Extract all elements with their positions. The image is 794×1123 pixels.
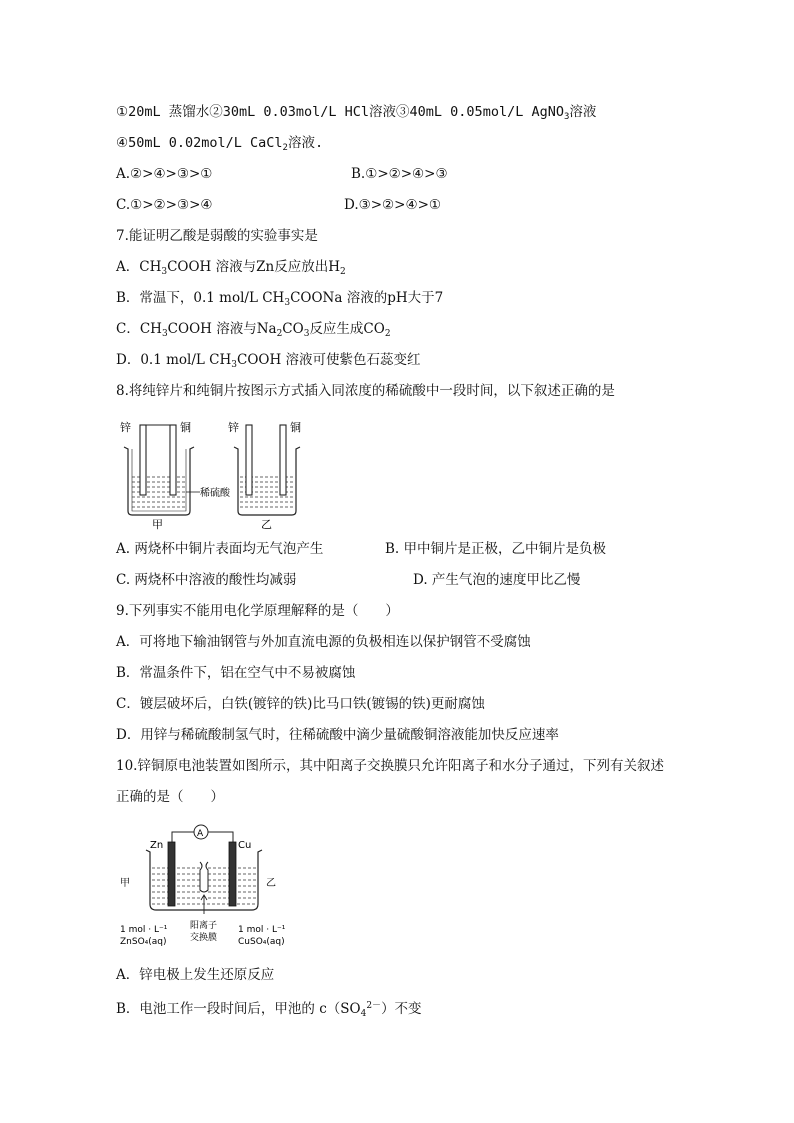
label-zn: Zn (150, 840, 164, 851)
q9-option-a: A．可将地下输油钢管与外加直流电源的负极相连以保护钢管不受腐蚀 (116, 634, 531, 650)
cu-electrode (229, 842, 236, 906)
q9-option-b: B．常温条件下，铝在空气中不易被腐蚀 (116, 665, 356, 681)
label-zn-2: 锌 (228, 421, 239, 434)
q8-beakers-figure (116, 415, 316, 531)
q8-option-d: D. 产生气泡的速度甲比乙慢 (413, 572, 581, 588)
q8-option-a: A. 两烧杯中铜片表面均无气泡产生 (116, 541, 324, 557)
q7-option-a: A．$CH_3COOH$ 溶液与Zn反应放出$H_2$ (116, 259, 346, 277)
label-left-conc: 1 mol · L⁻¹ (120, 925, 168, 935)
q10-galvanic-cell-figure (116, 820, 296, 952)
label-jia-2: 甲 (120, 878, 130, 889)
label-cu: Cu (238, 840, 252, 851)
q7-option-d: D．0.1 mol/L $CH_3COOH$ 溶液可使紫色石蕊变红 (116, 352, 421, 370)
label-left-solution: ZnSO₄(aq) (120, 937, 167, 947)
electrodes-yi (246, 425, 286, 495)
q10-stem-line1: 10.锌铜原电池装置如图所示，其中阳离子交换膜只允许阳离子和水分子通过，下列有关叙述 (116, 758, 664, 774)
q7-stem: 7.能证明乙酸是弱酸的实验事实是 (116, 228, 318, 244)
q6-option-c: C.①>②>③>④ (116, 197, 213, 213)
label-membrane-1: 阳离子 (190, 921, 218, 931)
q8-option-c: C. 两烧杯中溶液的酸性均减弱 (116, 572, 297, 588)
beaker-jia (124, 447, 194, 515)
label-right-solution: CuSO₄(aq) (238, 937, 285, 947)
label-acid: 稀硫酸 (200, 488, 230, 499)
q10-stem-line2: 正确的是（ ） (116, 789, 224, 805)
label-cu-2: 铜 (290, 421, 301, 434)
cation-exchange-membrane (200, 862, 208, 892)
membrane-pointer (201, 895, 207, 914)
electrodes-jia (140, 425, 176, 495)
q10-option-b: B．电池工作一段时间后，甲池的 $c(SO_4^{2-})$不变 (116, 1001, 422, 1019)
label-yi-2: 乙 (266, 878, 276, 889)
label-ammeter: A (197, 829, 204, 839)
q8-option-b: B. 甲中铜片是正极，乙中铜片是负极 (385, 541, 607, 557)
q9-option-d: D．用锌与稀硫酸制氢气时，往稀硫酸中滴少量硫酸铜溶液能加快反应速率 (116, 727, 559, 743)
zn-electrode (168, 842, 175, 906)
q6-option-a: A.②>④>③>① (116, 166, 213, 182)
label-membrane-2: 交换膜 (190, 933, 218, 943)
q7-option-c: C．$CH_3COOH$ 溶液与$Na_2CO_3$反应生成$CO_2$ (116, 321, 391, 339)
q9-stem: 9.下列事实不能用电化学原理解释的是（ ） (116, 603, 399, 619)
label-jia-1: 甲 (152, 518, 163, 531)
label-cu-1: 铜 (180, 421, 191, 434)
label-zn-1: 锌 (120, 421, 131, 434)
q9-option-c: C．镀层破坏后，白铁(镀锌的铁)比马口铁(镀锡的铁)更耐腐蚀 (116, 696, 485, 712)
q8-stem: 8.将纯锌片和纯铜片按图示方式插入同浓度的稀硫酸中一段时间，以下叙述正确的是 (116, 383, 615, 399)
q6-solution-list-line1: ①20mL 蒸馏水②30mL 0.03mol/L HCl溶液③40mL 0.05mol/L AgNO$_3$溶液 (116, 104, 597, 122)
label-right-conc: 1 mol · L⁻¹ (238, 925, 286, 935)
q6-solution-list-line2: ④50mL 0.02mol/L CaCl$_2$溶液. (116, 135, 324, 153)
q6-option-b: B.①>②>④>③ (351, 166, 448, 182)
label-yi: 乙 (261, 518, 272, 531)
q6-option-d: D.③>②>④>① (344, 197, 441, 213)
beaker-yi (234, 447, 300, 515)
q7-option-b: B．常温下，0.1 mol/L $CH_3COONa$ 溶液的pH大于7 (116, 290, 444, 308)
q10-option-a: A．锌电极上发生还原反应 (116, 967, 275, 983)
